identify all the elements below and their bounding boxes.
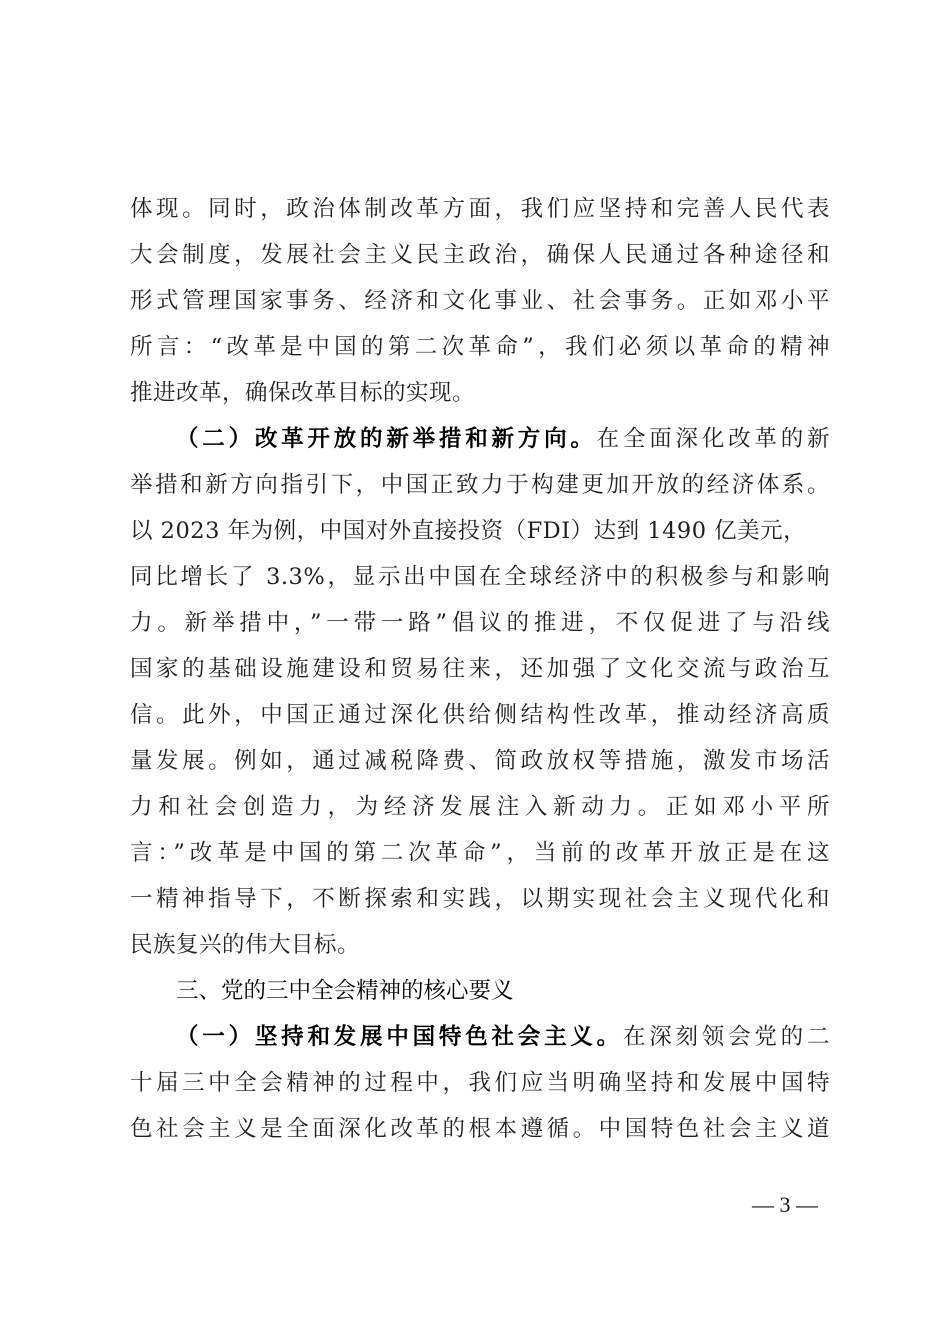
paragraph-line: 所言：“改革是中国的第二次革命”，我们必须以革命的精神 — [130, 334, 830, 360]
paragraph-line: 民族复兴的伟大目标。 — [130, 932, 361, 958]
paragraph-first-line — [130, 1014, 830, 1060]
subsection-title: （一）坚持和发展中国特色社会主义。 — [176, 1024, 623, 1050]
paragraph-line: 举措和新方向指引下，中国正致力于构建更加开放的经济体系。 — [130, 472, 830, 498]
paragraph-line: 推进改革，确保改革目标的实现。 — [130, 380, 476, 406]
subsection-title: （二）改革开放的新举措和新方向。 — [176, 426, 597, 452]
paragraph-text: 在深刻领会党的二 — [622, 1024, 830, 1050]
paragraph-line: 国家的基础设施建设和贸易往来，还加强了文化交流与政治互 — [130, 656, 830, 682]
paragraph-line: 形式管理国家事务、经济和文化事业、社会事务。正如邓小平 — [130, 288, 830, 314]
paragraph-line: 体现。同时，政治体制改革方面，我们应坚持和完善人民代表 — [130, 196, 830, 222]
paragraph-line: 一精神指导下，不断探索和实践，以期实现社会主义现代化和 — [130, 886, 830, 912]
paragraph-line: 十届三中全会精神的过程中，我们应当明确坚持和发展中国特 — [130, 1070, 830, 1096]
paragraph-line: 大会制度，发展社会主义民主政治，确保人民通过各种途径和 — [130, 242, 830, 268]
paragraph-line: 言：”改革是中国的第二次革命”，当前的改革开放正是在这 — [130, 840, 830, 866]
body-text — [130, 186, 830, 1152]
page-number: — 3 — — [752, 1192, 818, 1217]
paragraph-first-line — [130, 416, 830, 462]
paragraph-line: 量发展。例如，通过减税降费、简政放权等措施，激发市场活 — [130, 748, 830, 774]
paragraph-line: 色社会主义是全面深化改革的根本遵循。中国特色社会主义道 — [130, 1116, 830, 1142]
paragraph-line: 信。此外，中国正通过深化供给侧结构性改革，推动经济高质 — [130, 702, 830, 728]
section-heading: 三、党的三中全会精神的核心要义 — [176, 978, 514, 1004]
paragraph-line: 力和社会创造力，为经济发展注入新动力。正如邓小平所 — [130, 794, 830, 820]
paragraph-text: 在全面深化改革的新 — [596, 426, 830, 452]
paragraph-line: 力。新举措中，”一带一路”倡议的推进，不仅促进了与沿线 — [130, 610, 830, 636]
paragraph-line: 同比增长了 3.3%，显示出中国在全球经济中的积极参与和影响 — [130, 564, 830, 590]
paragraph-line: 以 2023 年为例，中国对外直接投资（FDI）达到 1490 亿美元， — [130, 518, 807, 544]
